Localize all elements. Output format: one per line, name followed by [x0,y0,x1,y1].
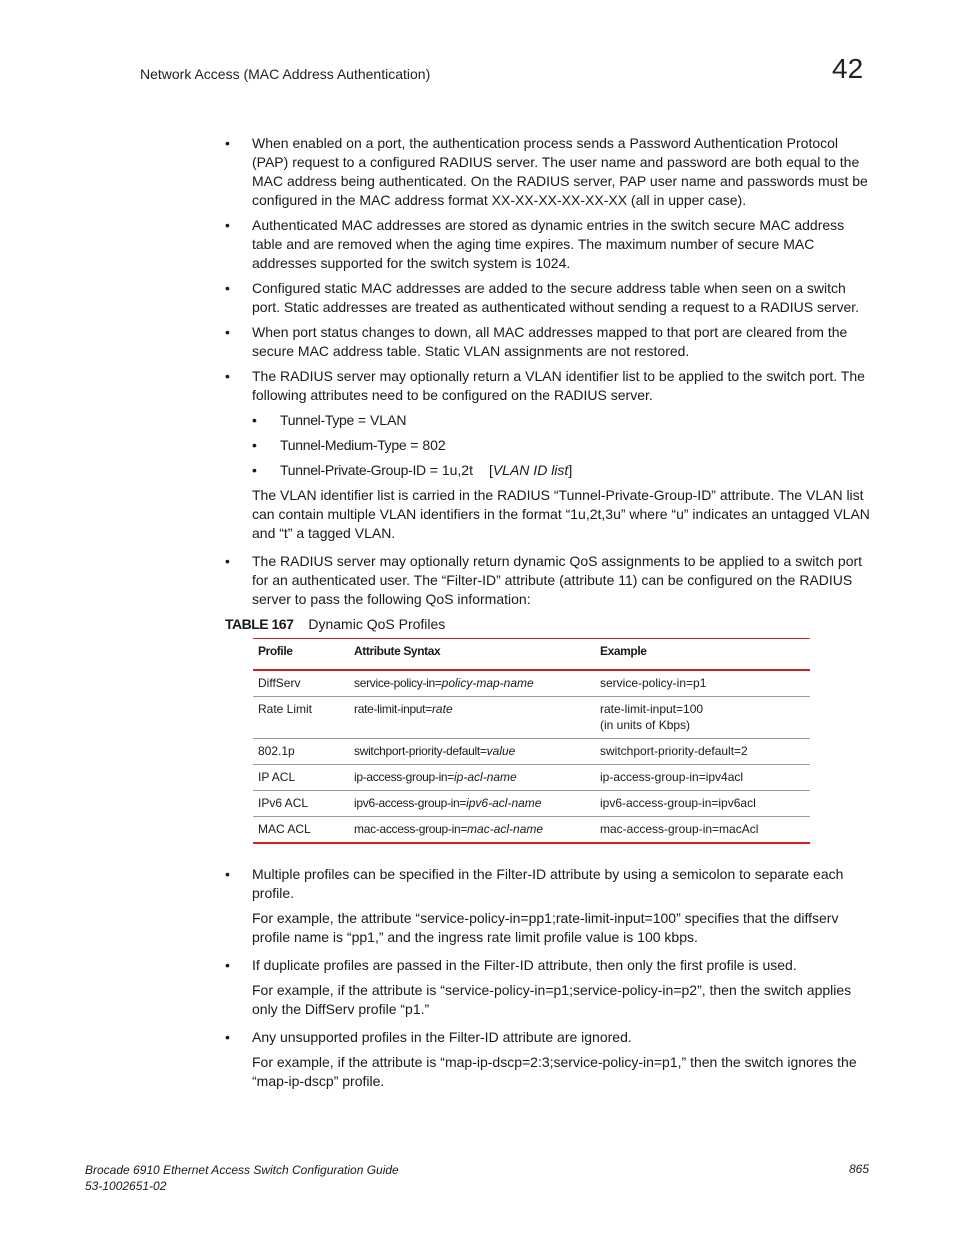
bullet-icon: • [252,412,257,428]
running-header-title: Network Access (MAC Address Authentication) [140,66,431,82]
bullet-text: When enabled on a port, the authentication process sends a Password Authentication Protocol (PAP) request to a configured RADIUS server. The user name and password are both equal to the MAC address being authenticated. On the RADIUS server, PAP user name and passwords must be configured in the MAC address format XX-XX-XX-XX-XX-XX (all in upper case). [252,135,868,208]
cell-example [595,697,810,739]
table-row [253,697,810,739]
syntax-value: mac-acl-name [467,822,544,836]
attribute-value: = VLAN [354,412,407,428]
bullet-text: The RADIUS server may optionally return a VLAN identifier list to be applied to the switch port. The following attributes need to be configured on the RADIUS server. [252,368,865,403]
bullet-icon: • [252,437,257,453]
bullet-icon: • [225,217,230,233]
cell-profile: IPv6 ACL [253,791,349,817]
table-row [253,739,810,765]
bullet-text: Multiple profiles can be specified in the Filter-ID attribute by using a semicolon to separate each profile. [252,866,844,901]
bullet-item [225,956,873,1019]
syntax-value: ipv6-acl-name [466,796,542,810]
footer-guide-title: Brocade 6910 Ethernet Access Switch Configuration Guide [85,1163,399,1177]
bullet-text: Authenticated MAC addresses are stored as dynamic entries in the switch secure MAC address table and are removed when the aging time expires. The maximum number of secure MAC addresses supported for the switch system is 1024. [252,217,845,271]
vlan-note: The VLAN identifier list is carried in the RADIUS “Tunnel-Private-Group-ID” attribute. The VLAN list can contain multiple VLAN identifiers in the format “1u,2t,3u” where “u” indicates an untagged VLAN and “t” a tagged VLAN. [252,487,870,541]
example-line: rate-limit-input=100 [600,702,704,716]
syntax-value: policy-map-name [441,676,534,690]
attribute-value: = 802 [406,437,446,453]
table-row [253,765,810,791]
bullet-item [225,279,873,317]
bullet-item [225,134,873,210]
table-header-row [253,639,810,671]
attribute-hint: VLAN ID list [492,462,569,478]
syntax-value: ip-acl-name [454,770,517,784]
bullet-icon: • [225,553,230,569]
syntax-value: value [486,744,516,758]
footer-page-number: 865 [849,1162,870,1176]
footer-guide-info [85,1162,399,1194]
syntax-key: switchport-priority-default= [354,744,487,758]
table-label: TABLE 167 [225,616,294,632]
table-caption [225,615,873,634]
syntax-key: service-policy-in= [354,676,442,690]
bullet-icon: • [225,135,230,151]
vlan-attribute-item [252,411,873,430]
cell-profile: IP ACL [253,765,349,791]
syntax-key: mac-access-group-in= [354,822,468,836]
vlan-attribute-item: • Tunnel-Private-Group-ID = 1u,2t [VLAN ID list] [252,462,573,478]
bullet-icon: • [225,280,230,296]
bullet-icon: • [225,368,230,384]
bullet-item [225,865,873,947]
qos-profiles-table [253,638,810,844]
cell-example: ip-access-group-in=ipv4acl [595,765,810,791]
bullet-icon: • [225,866,230,882]
bullet-text: Configured static MAC addresses are added to the secure address table when seen on a switch port. Static addresses are treated as authenticated without sending a request to a RADIUS server. [252,280,860,315]
chapter-number: 42 [832,53,864,84]
cell-syntax [349,739,595,765]
attribute-name: Tunnel-Type [280,412,355,428]
bullet-example: For example, if the attribute is “service-policy-in=p1;service-policy-in=p2”, then the switch applies only the DiffServ profile “p1.” [252,982,852,1017]
attribute-value: = 1u,2t [425,462,473,478]
cell-syntax [349,791,595,817]
cell-syntax [349,697,595,739]
column-header-example: Example [595,639,810,671]
attribute-name: Tunnel-Private-Group-ID [280,462,426,478]
cell-example: mac-access-group-in=macAcl [595,817,810,844]
cell-syntax [349,670,595,697]
bullet-item [225,367,873,543]
bullet-icon: • [225,957,230,973]
cell-example: ipv6-access-group-in=ipv6acl [595,791,810,817]
cell-profile: 802.1p [253,739,349,765]
bullet-example: For example, if the attribute is “map-ip-dscp=2:3;service-policy-in=p1,” then the switch ignores the “map-ip-dscp” profile. [252,1054,857,1089]
cell-profile: Rate Limit [253,697,349,739]
cell-profile: MAC ACL [253,817,349,844]
bullet-text: When port status changes to down, all MAC addresses mapped to that port are cleared from the secure MAC address table. Static VLAN assignments are not restored. [252,324,848,359]
page-body [225,134,873,1097]
bullet-text: Any unsupported profiles in the Filter-ID attribute are ignored. [252,1029,632,1045]
bullet-item [225,1028,873,1091]
vlan-attribute-item [252,436,873,455]
syntax-key: rate-limit-input= [354,702,432,716]
cell-profile: DiffServ [253,670,349,697]
cell-syntax [349,817,595,844]
bullet-icon: • [225,1029,230,1045]
table-row [253,817,810,844]
footer-doc-id: 53-1002651-02 [85,1179,167,1193]
cell-example: switchport-priority-default=2 [595,739,810,765]
table-title: Dynamic QoS Profiles [308,616,446,632]
example-line: (in units of Kbps) [600,718,691,732]
bullet-item [225,552,873,609]
bullet-item [225,216,873,273]
bullet-icon: • [225,324,230,340]
table-row [253,670,810,697]
column-header-syntax: Attribute Syntax [349,639,595,671]
cell-example: service-policy-in=p1 [595,670,810,697]
bullet-example: For example, the attribute “service-policy-in=pp1;rate-limit-input=100” specifies that the diffserv profile name is “pp1,” and the ingress rate limit profile value is 100 kbps. [252,910,839,945]
bullet-item [225,323,873,361]
attribute-name: Tunnel-Medium-Type [280,437,407,453]
bullet-text: The RADIUS server may optionally return dynamic QoS assignments to be applied to a switch port for an authenticated user. The “Filter-ID” attribute (attribute 11) can be configured on the RADIUS server to pass the following QoS information: [252,553,863,607]
syntax-key: ip-access-group-in= [354,770,455,784]
cell-syntax [349,765,595,791]
syntax-value: rate [431,702,453,716]
bullet-text: If duplicate profiles are passed in the Filter-ID attribute, then only the first profile is used. [252,957,797,973]
table-row [253,791,810,817]
syntax-key: ipv6-access-group-in= [354,796,467,810]
column-header-profile: Profile [253,639,349,671]
vlan-attribute-list [252,411,873,480]
bullet-icon: • [252,462,257,478]
